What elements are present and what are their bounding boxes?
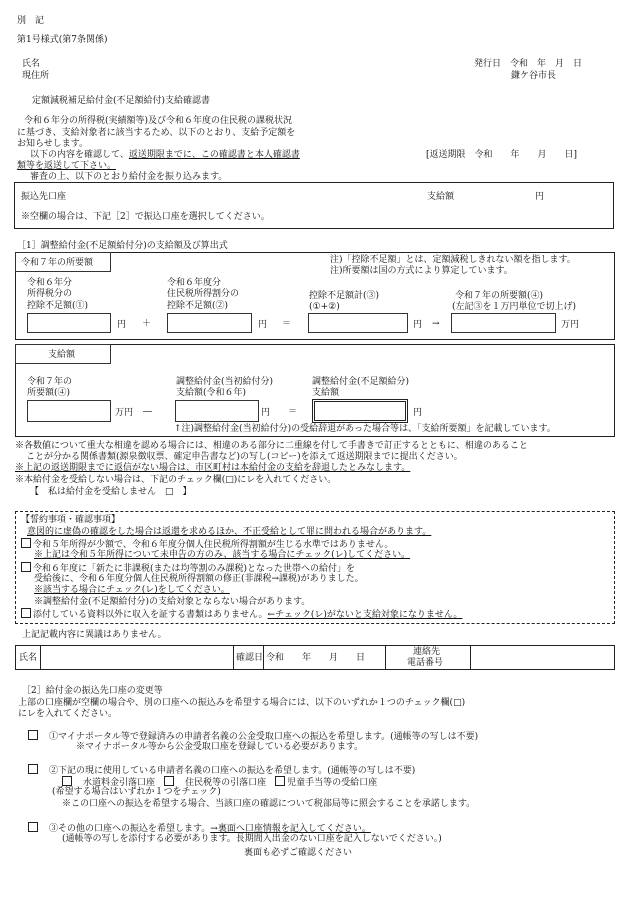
pcol2-l2: 支給額(令和６年) (176, 388, 247, 398)
pcol3-l2: 支給額 (312, 388, 340, 398)
resident-tax-account-checkbox[interactable] (164, 776, 174, 786)
required-label: 令和７年の所要額 (21, 258, 94, 268)
deficit-income-tax-input[interactable] (27, 313, 111, 333)
contact-label-2: 電話番号 (407, 658, 444, 668)
notice-1: ※各数値について重大な相違を認める場合には、相違のある部分に二重線を付して手書きで訂正するとともに、相違のあること (15, 441, 528, 451)
confirm-date-label: 確認日 (236, 653, 264, 663)
col2-l3: 控除不足額(②) (167, 301, 229, 311)
option-1-text: ①マイナポータル等で登録済みの申請者名義の公金受取口座への振込を希望します。(通帳等の写しは不要) (49, 732, 479, 742)
intro-line-2: に基づき、支給対象者に該当するため、以下のとおり、支給予定額を (17, 128, 296, 138)
confirm-date-value[interactable]: 令和 年 月 日 (266, 653, 366, 663)
intro-line-4a: 以下の内容を確認して、 (30, 150, 129, 160)
payment-required-input[interactable] (27, 400, 111, 422)
note-national-method: 注)所要額は国の方式により算定しています。 (330, 266, 513, 276)
child-allowance-account-checkbox[interactable] (275, 776, 285, 786)
notice-3: ※本給付金を受給しない場合は、下記のチェック欄(□)にレを入れてください。 (15, 475, 337, 485)
divider (233, 645, 234, 670)
payment-label: 支給額 (48, 350, 76, 360)
amount-yen: 円 (535, 192, 545, 202)
intro-line-4b: 返送期限までに、この確認書と本人確認書 (128, 150, 300, 160)
pcol1-l1: 令和７年の (27, 377, 73, 387)
pledge-line-7: ※調整給付金(不足額給付分)の支給対象とならない場合があります。 (34, 597, 311, 607)
option-3-checkbox[interactable] (28, 822, 38, 832)
pledge-line-1: 意図的に虚偽の確認をした場合は返還を求めるほか、不正受給として罪に問われる場合があります。 (27, 527, 432, 537)
intro-line-3: お知らせします。 (17, 139, 89, 149)
notice-1b: ことが分かる関係書類(源泉徴収票、確定申告書など)の写し(コピー)を添えて返送期限までに提出ください。 (26, 452, 463, 462)
name-label: 氏名 (22, 59, 41, 69)
pledge-line-2-text: 令和５年所得が少額で、令和６年度分個人住民税所得割額が生じる水準ではありません。 (33, 540, 394, 550)
water-account-checkbox[interactable] (62, 776, 72, 786)
section2-intro-1: 上部の口座欄が空欄の場合や、別の口座への振込みを希望する場合には、以下のいずれか１つのチェック欄(□) (18, 698, 466, 708)
back-page-note: 裏面も必ずご確認ください (244, 848, 353, 858)
col1-l3: 控除不足額(①) (27, 301, 89, 311)
option-1-checkbox[interactable] (28, 730, 38, 740)
divider (385, 645, 386, 670)
pledge-line-3: ※上記は令和５年所得について未申告の方のみ、該当する場合にチェック(レ)してください。 (34, 550, 411, 560)
section2-heading: ［2］給付金の振込先口座の変更等 (22, 686, 163, 696)
col3-l1: 控除不足額計(③) (309, 291, 380, 301)
decline-checkbox-line[interactable]: 【 私は給付金を受給しません □ 】 (30, 487, 192, 497)
section1-heading: ［1］調整給付金(不足額給付分)の支給額及び算出式 (17, 241, 228, 251)
pledge-line-8-text: 添付している資料以外に収入を証する書類はありません。 (33, 610, 268, 620)
contact-label-1: 連絡先 (413, 647, 441, 657)
deficit-resident-tax-input[interactable] (167, 313, 252, 333)
amount-label: 支給額 (427, 192, 455, 202)
option-3-note: (通帳等の写しを添付する必要があります。長期間入出金のない口座を記入しないでください。) (62, 834, 442, 844)
col4-l2: (左記③を１万円単位で切上げ) (452, 302, 577, 312)
option-3-link: →裏面へ口座情報を記入してください。 (210, 824, 371, 834)
note-deduction: 注)「控除不足額」とは、定額減税しきれない額を指します。 (330, 255, 576, 265)
col3-l2: (①+②) (309, 302, 340, 312)
section2-intro-2: にレを入れてください。 (18, 709, 118, 719)
col1-yen: 円 (117, 320, 127, 330)
col1-l2: 所得税分の (27, 289, 73, 299)
col4-man-yen: 万円 (561, 320, 580, 330)
required-amount-input[interactable] (451, 313, 556, 333)
pcol1-l2: 所要額(④) (27, 388, 71, 398)
blank-account-note: ※空欄の場合は、下記［2］で振込口座を選択してください。 (21, 212, 270, 222)
col1-l1: 令和６年分 (27, 278, 73, 288)
divider (470, 645, 471, 670)
col3-yen: 円 (413, 320, 423, 330)
divider (40, 645, 41, 670)
option-1-note: ※マイナポータル等から公金受取口座を登録している必要があります。 (76, 742, 364, 752)
pledge-line-4-text: 令和６年度に「新たに非課税(または均等割のみ課税)となった世帯への給付」を (33, 564, 356, 574)
intro-line-6: 審査の上、以下のとおり給付金を振り込みます。 (30, 172, 228, 182)
pcol2-yen: 円 (261, 408, 271, 418)
pledge-checkbox-1[interactable] (21, 538, 31, 548)
divider (263, 645, 264, 670)
deficit-total-input[interactable] (308, 313, 408, 333)
col2-l1: 令和６年度分 (167, 278, 222, 288)
pledge-line-8-warning: ←チェック(レ)がないと支給対象になりません。 (267, 610, 463, 620)
confirm-text: 上記記載内容に異議はありません。 (22, 630, 167, 640)
minus-sign: ― (143, 407, 152, 417)
col4-l1: 令和７年の所要額(④) (455, 291, 544, 301)
address-label: 現住所 (22, 71, 50, 81)
contact-phone-field[interactable] (472, 647, 613, 668)
pcol1-man-yen: 万円 (115, 408, 134, 418)
resident-tax-account-label: 住民税等の引落口座 (185, 778, 267, 788)
child-allowance-account-label: 児童手当等の受給口座 (287, 778, 378, 788)
issue-date: 発行日 令和 年 月 日 (474, 59, 583, 69)
pledge-line-6: ※該当する場合にチェック(レ)をしてください。 (34, 585, 230, 595)
mayor: 鎌ケ谷市長 (511, 71, 557, 81)
option-2-text: ②下記の現に使用している申請者名義の口座への振込を希望します。(通帳等の写しは不要) (49, 766, 416, 776)
water-account-label: 水道料金引落口座 (83, 778, 156, 788)
confirm-name-label: 氏名 (19, 653, 38, 663)
option-2-checkbox[interactable] (28, 764, 38, 774)
equals-sign-1: ＝ (282, 319, 292, 329)
document-title: 定額減税補足給付金(不足額給付)支給確認書 (32, 96, 211, 106)
notice-2: ※上記の返送期限までに返信がない場合は、市区町村は本給付金の支給を辞退したとみなします。 (15, 463, 411, 473)
option-2-select-note: (希望する場合はいずれか１つをチェック) (52, 787, 221, 797)
intro-line-4 (30, 150, 300, 161)
arrow-sign: → (432, 319, 440, 329)
deficit-payment-input[interactable] (312, 399, 408, 423)
pledge-line-8[interactable] (21, 608, 462, 621)
pcol3-yen: 円 (413, 408, 423, 418)
col2-yen: 円 (258, 320, 268, 330)
confirm-name-field[interactable] (42, 647, 232, 668)
pcol3-l1: 調整給付金(不足額給分) (312, 377, 410, 387)
pledge-heading: 【誓約事項・確認事項】 (21, 515, 121, 525)
form-number: 第1号様式(第7条関係) (17, 35, 108, 45)
plus-sign: ＋ (142, 319, 152, 329)
option-2-consent: ※この口座への振込を希望する場合、当該口座の確認について税部局等に照会することを承諾します。 (62, 799, 476, 809)
pledge-checkbox-3[interactable] (21, 608, 31, 618)
intro-line-5: 類等を返送して下さい。 (17, 161, 117, 171)
payment-bottom-note: ↑注)調整給付金(当初給付分)の受給辞退があった場合等は、「支給所要額」を記載しています。 (174, 424, 556, 434)
account-label: 振込先口座 (21, 192, 67, 202)
initial-payment-input[interactable] (175, 400, 259, 422)
betsuki-label: 別 記 (17, 16, 45, 26)
pcol2-l1: 調整給付金(当初給付分) (176, 377, 274, 387)
equals-sign-2: ＝ (288, 407, 298, 417)
col2-l2: 住民税所得割分の (167, 289, 240, 299)
return-deadline: [返送期限 令和 年 月 日] (426, 150, 578, 160)
pledge-checkbox-2[interactable] (21, 562, 31, 572)
intro-line-1: 令和６年分の所得税(実績額等)及び令和６年度の住民税の課税状況 (24, 116, 293, 126)
pledge-line-5: 受給後に、令和６年度分個人住民税所得割額の修正(非課税→課税)がありました。 (34, 574, 364, 584)
option-3-text: ③その他の口座への振込を希望します。 (49, 824, 211, 834)
